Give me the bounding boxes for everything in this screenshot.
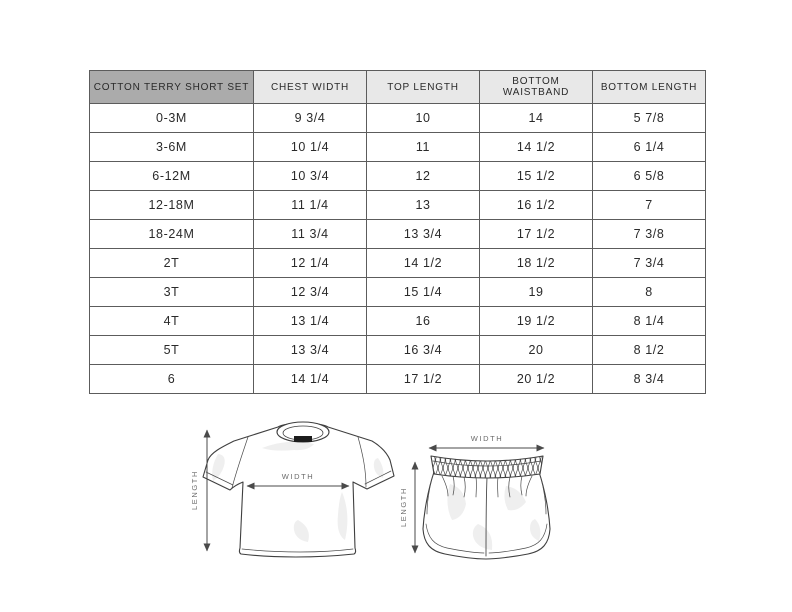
measurement-cell: 20 1/2 xyxy=(480,365,593,394)
measurement-cell: 7 3/8 xyxy=(593,220,706,249)
measurement-cell: 8 3/4 xyxy=(593,365,706,394)
measurement-cell: 12 1/4 xyxy=(254,249,367,278)
header-top-length: TOP LENGTH xyxy=(367,71,480,104)
table-row xyxy=(90,249,706,278)
table-row xyxy=(90,365,706,394)
tshirt-collar-tag xyxy=(294,436,312,442)
table-header-row xyxy=(90,71,706,104)
measurement-cell: 9 3/4 xyxy=(254,104,367,133)
measurement-cell: 19 1/2 xyxy=(480,307,593,336)
measurement-cell: 15 1/2 xyxy=(480,162,593,191)
table-row xyxy=(90,278,706,307)
tshirt-length-label: LENGTH xyxy=(190,469,199,511)
table-row xyxy=(90,191,706,220)
measurement-cell: 10 xyxy=(367,104,480,133)
shorts-waistband-texture xyxy=(431,456,543,478)
size-label-cell: 2T xyxy=(90,249,254,278)
measurement-cell: 7 3/4 xyxy=(593,249,706,278)
measurement-cell: 6 1/4 xyxy=(593,133,706,162)
table-row xyxy=(90,307,706,336)
measurement-cell: 10 1/4 xyxy=(254,133,367,162)
measurement-cell: 13 xyxy=(367,191,480,220)
table-row xyxy=(90,220,706,249)
size-label-cell: 18-24M xyxy=(90,220,254,249)
measurement-cell: 8 1/2 xyxy=(593,336,706,365)
measurement-cell: 14 xyxy=(480,104,593,133)
tshirt-diagram xyxy=(186,420,398,572)
measurement-cell: 20 xyxy=(480,336,593,365)
measurement-cell: 8 1/4 xyxy=(593,307,706,336)
measurement-cell: 16 xyxy=(367,307,480,336)
measurement-cell: 14 1/2 xyxy=(480,133,593,162)
measurement-cell: 17 1/2 xyxy=(367,365,480,394)
measurement-cell: 13 1/4 xyxy=(254,307,367,336)
table-row xyxy=(90,162,706,191)
measurement-cell: 11 3/4 xyxy=(254,220,367,249)
measurement-cell: 13 3/4 xyxy=(254,336,367,365)
size-label-cell: 5T xyxy=(90,336,254,365)
size-label-cell: 3-6M xyxy=(90,133,254,162)
measurement-cell: 18 1/2 xyxy=(480,249,593,278)
table-row xyxy=(90,336,706,365)
size-label-cell: 6-12M xyxy=(90,162,254,191)
measurement-cell: 8 xyxy=(593,278,706,307)
measurement-cell: 14 1/4 xyxy=(254,365,367,394)
measurement-cell: 10 3/4 xyxy=(254,162,367,191)
table-row xyxy=(90,104,706,133)
measurement-cell: 15 1/4 xyxy=(367,278,480,307)
header-bottom-length: BOTTOM LENGTH xyxy=(593,71,706,104)
measurement-cell: 13 3/4 xyxy=(367,220,480,249)
measurement-cell: 5 7/8 xyxy=(593,104,706,133)
shorts-width-label: WIDTH xyxy=(470,434,504,443)
measurement-cell: 17 1/2 xyxy=(480,220,593,249)
measurement-cell: 11 1/4 xyxy=(254,191,367,220)
measurement-cell: 12 3/4 xyxy=(254,278,367,307)
measurement-cell: 7 xyxy=(593,191,706,220)
size-label-cell: 4T xyxy=(90,307,254,336)
measurement-cell: 11 xyxy=(367,133,480,162)
measurement-cell: 16 3/4 xyxy=(367,336,480,365)
size-label-cell: 3T xyxy=(90,278,254,307)
measurement-cell: 12 xyxy=(367,162,480,191)
size-label-cell: 6 xyxy=(90,365,254,394)
tshirt-width-label: WIDTH xyxy=(281,472,315,481)
header-chest-width: CHEST WIDTH xyxy=(254,71,367,104)
measurement-cell: 19 xyxy=(480,278,593,307)
header-product-title: COTTON TERRY SHORT SET xyxy=(90,71,254,104)
header-bottom-waistband: BOTTOM WAISTBAND xyxy=(480,71,593,104)
measurement-cell: 6 5/8 xyxy=(593,162,706,191)
table-row xyxy=(90,133,706,162)
size-table-body xyxy=(90,104,706,394)
measurement-cell: 16 1/2 xyxy=(480,191,593,220)
size-label-cell: 0-3M xyxy=(90,104,254,133)
size-label-cell: 12-18M xyxy=(90,191,254,220)
size-chart-table xyxy=(89,70,706,394)
measurement-cell: 14 1/2 xyxy=(367,249,480,278)
shorts-length-label: LENGTH xyxy=(399,486,408,528)
shorts-diagram xyxy=(398,424,613,590)
